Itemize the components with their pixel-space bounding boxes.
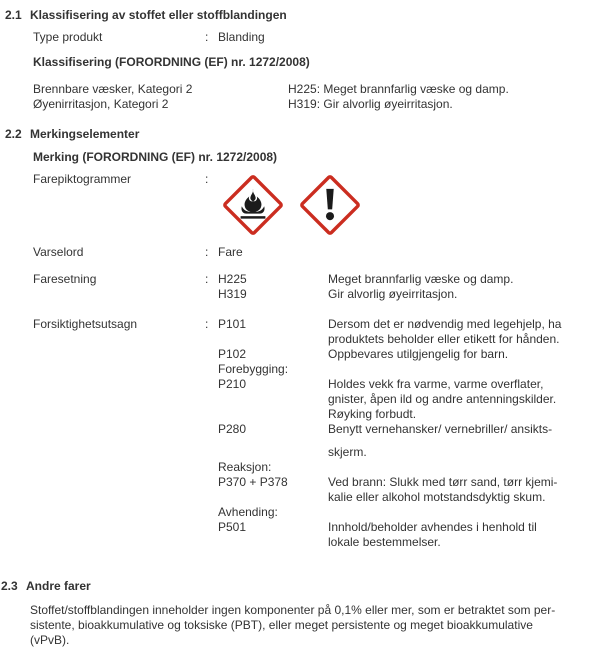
precaution-code: P280 xyxy=(218,422,247,436)
precaution-text-line: lokale bestemmelser. xyxy=(328,535,441,549)
pictogram-group xyxy=(222,172,361,238)
precaution-text-line: Dersom det er nødvendig med legehjelp, ha xyxy=(328,317,562,331)
precaution-text-line: kalie eller alkohol motstandsdyktig skum. xyxy=(328,490,546,504)
precaution-text-line: Holdes vekk fra varme, varme overflater, xyxy=(328,377,544,391)
precaution-row xyxy=(218,520,595,550)
precaution-code: P370 + P378 xyxy=(218,475,288,489)
section-2-1-title: Klassifisering av stoffet eller stoffblandingen xyxy=(30,8,287,22)
type-produkt-row xyxy=(33,30,595,45)
precaution-group-reaksjon: Reaksjon: xyxy=(218,460,272,474)
hazard-text: Gir alvorlig øyeirritasjon. xyxy=(328,287,458,301)
paragraph-line: (vPvB). xyxy=(30,633,70,647)
precaution-code: P501 xyxy=(218,520,247,534)
precaution-text-line: skjerm. xyxy=(328,445,367,459)
section-2-1-heading xyxy=(5,8,595,23)
forsiktighetsutsagn-label: Forsiktighetsutsagn xyxy=(33,317,138,331)
classification-row xyxy=(33,82,595,97)
ghs-exclamation-pictogram-icon xyxy=(299,172,361,238)
hazard-statement-row xyxy=(218,287,595,302)
precaution-text-line: produktets beholder eller etikett for hånden. xyxy=(328,332,560,346)
varselord-row xyxy=(33,245,595,260)
precaution-text-line: Ved brann: Slukk med tørr sand, tørr kjemi- xyxy=(328,475,558,489)
precaution-row xyxy=(218,377,595,422)
faresetning-row xyxy=(33,272,595,302)
precaution-text-line: Innhold/beholder avhendes i henhold til xyxy=(328,520,537,534)
colon: : xyxy=(205,245,209,259)
precaution-row xyxy=(218,475,595,505)
colon: : xyxy=(205,172,209,186)
andre-farer-paragraph xyxy=(30,603,595,648)
hazard-text: Meget brannfarlig væske og damp. xyxy=(328,272,514,286)
precaution-code: P102 xyxy=(218,347,247,361)
ghs-flame-pictogram-icon xyxy=(222,172,284,238)
hazard-statements xyxy=(218,272,595,302)
precaution-text: Oppbevares utilgjengelig for barn. xyxy=(328,347,509,361)
exclamation-dot xyxy=(326,212,334,220)
section-2-2-title: Merkingselementer xyxy=(30,127,140,141)
precaution-group-forebygging: Forebygging: xyxy=(218,362,289,376)
precaution-text: Benytt vernehansker/ vernebriller/ ansikts- xyxy=(328,422,553,436)
farepiktogrammer-label: Farepiktogrammer xyxy=(33,172,132,186)
precaution-text xyxy=(328,317,595,347)
classification-table xyxy=(33,82,595,112)
hazard-code: H225 xyxy=(218,272,247,286)
classification-heading: Klassifisering (FORORDNING (EF) nr. 1272/2008) xyxy=(33,55,310,69)
precaution-statements xyxy=(218,317,595,550)
flame-baseline-bar xyxy=(241,216,266,218)
precaution-code: P210 xyxy=(218,377,247,391)
precaution-text xyxy=(328,520,595,550)
hazard-statement-row xyxy=(218,272,595,287)
forsiktighetsutsagn-row xyxy=(33,317,595,550)
classification-hazard: H225: Meget brannfarlig væske og damp. xyxy=(288,82,509,96)
merking-heading: Merking (FORORDNING (EF) nr. 1272/2008) xyxy=(33,150,278,164)
section-2-1-number: 2.1 xyxy=(5,8,22,22)
precaution-code: P101 xyxy=(218,317,247,331)
section-2-1-content xyxy=(33,30,595,112)
section-2-2-number: 2.2 xyxy=(5,127,22,141)
classification-hazard: H319: Gir alvorlig øyeirritasjon. xyxy=(288,97,453,111)
section-2-3-title: Andre farer xyxy=(26,579,91,593)
precaution-text-line: gnister, åpen ild og andre antenningskilder. xyxy=(328,392,557,406)
type-produkt-value: Blanding xyxy=(218,30,265,44)
precaution-text xyxy=(328,475,595,505)
colon: : xyxy=(205,30,209,44)
classification-row xyxy=(33,97,595,112)
colon: : xyxy=(205,317,209,331)
paragraph-line: sistente, bioakkumulative og toksiske (PBT), eller meget persistente og meget bioakkumulative xyxy=(30,618,533,632)
section-2-2-heading xyxy=(5,127,595,142)
type-produkt-label: Type produkt xyxy=(33,30,103,44)
precaution-text-line: Røyking forbudt. xyxy=(328,407,417,421)
section-2-3-heading xyxy=(1,579,595,594)
faresetning-label: Faresetning xyxy=(33,272,97,286)
varselord-value: Fare xyxy=(218,245,243,259)
precaution-group-avhending: Avhending: xyxy=(218,505,278,519)
classification-category: Brennbare væsker, Kategori 2 xyxy=(33,82,193,96)
precaution-row xyxy=(218,422,595,437)
varselord-label: Varselord xyxy=(33,245,84,259)
precaution-text xyxy=(328,377,595,422)
precaution-row xyxy=(218,347,595,362)
classification-category: Øyenirritasjon, Kategori 2 xyxy=(33,97,169,111)
section-2-3-number: 2.3 xyxy=(1,579,18,593)
colon: : xyxy=(205,272,209,286)
farepiktogrammer-row xyxy=(33,172,595,238)
hazard-code: H319 xyxy=(218,287,247,301)
paragraph-line: Stoffet/stoffblandingen inneholder ingen komponenter på 0,1% eller mer, som er betraktet som per- xyxy=(30,603,556,617)
section-2-2-content xyxy=(33,150,595,550)
precaution-row xyxy=(218,317,595,347)
